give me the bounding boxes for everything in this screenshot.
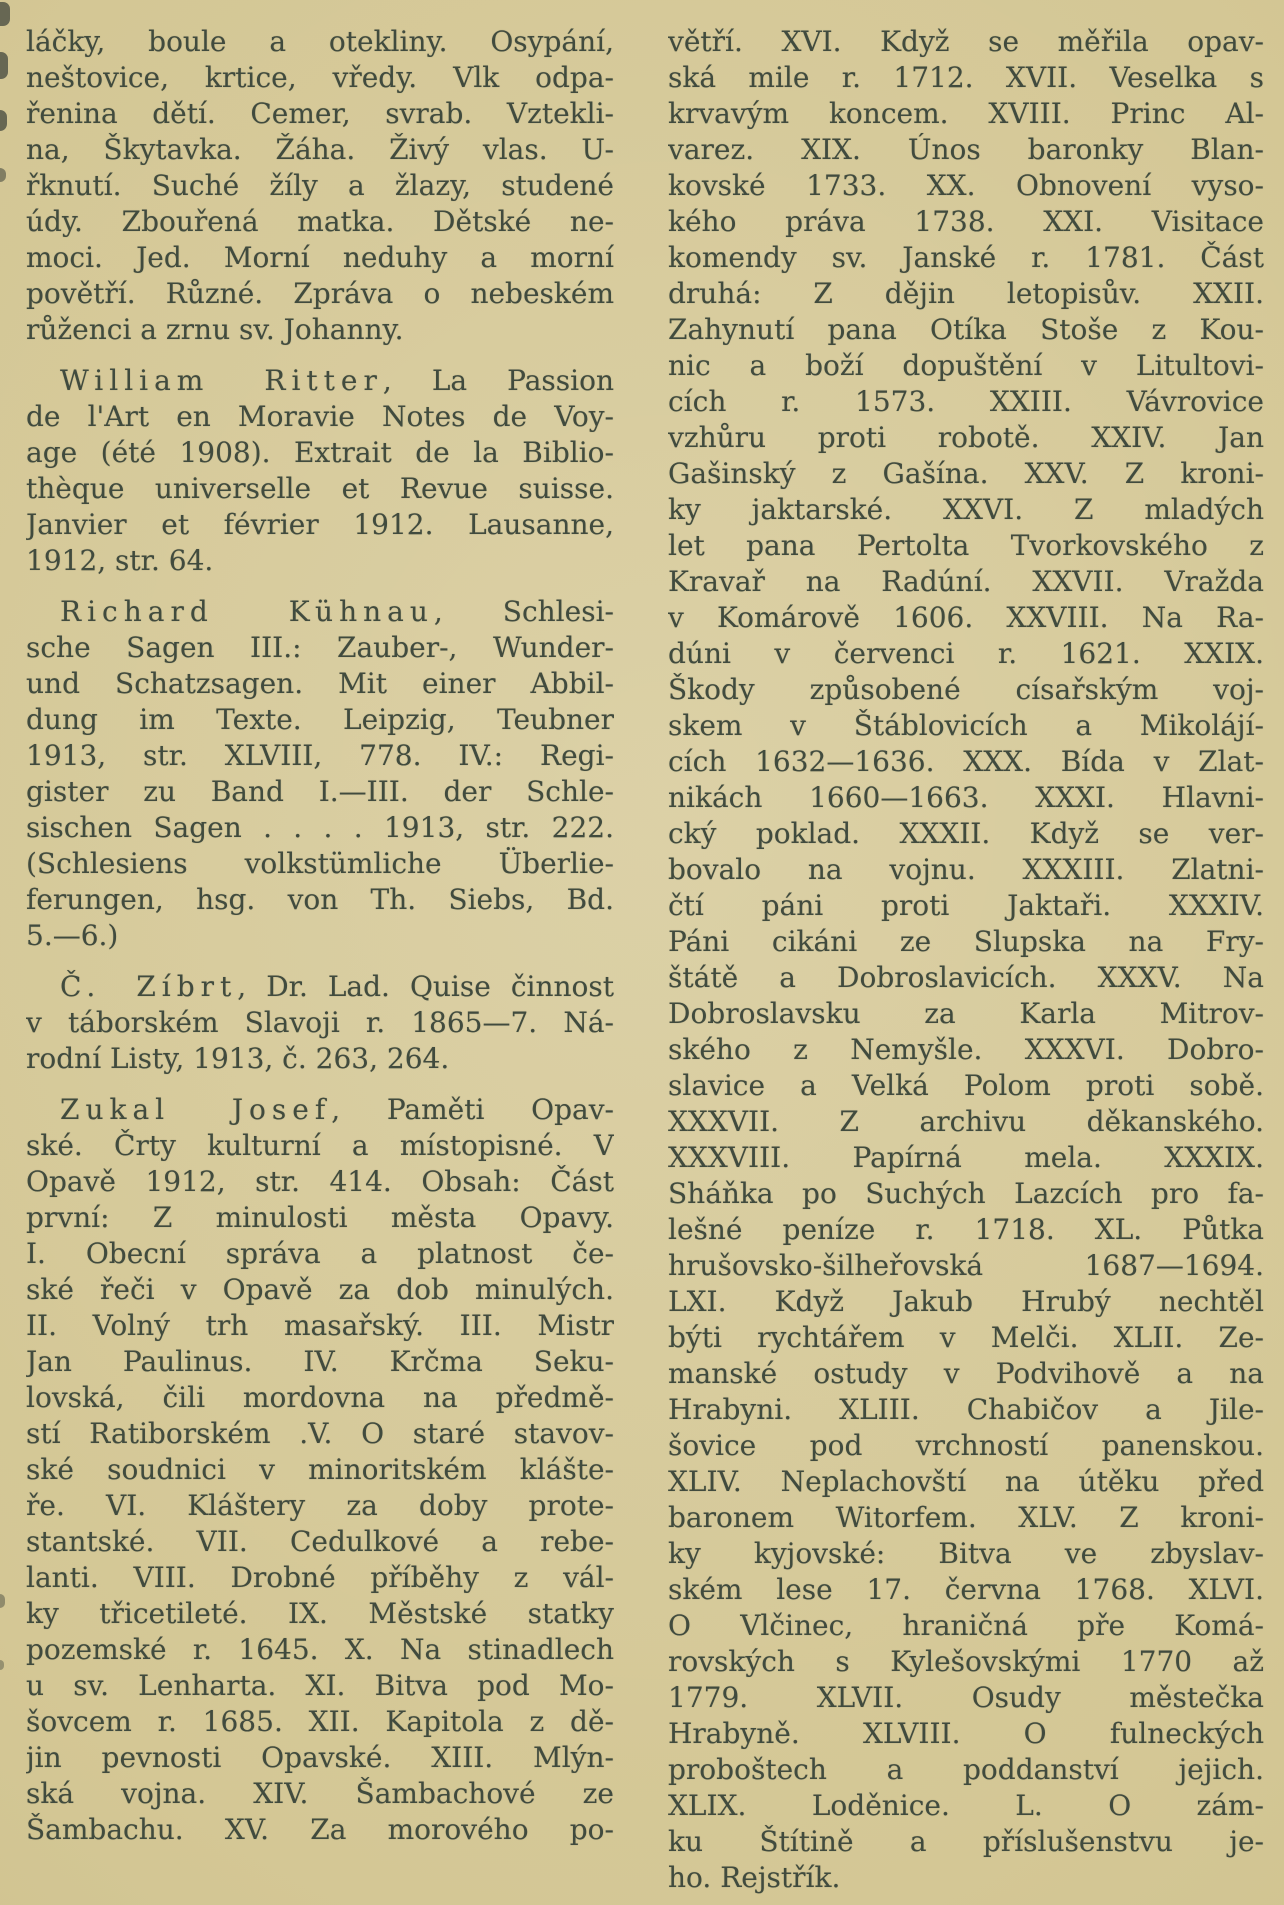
text-line: cký poklad. XXXII. Když se ver- — [668, 817, 1264, 850]
text-line: býti rychtářem v Melči. XLII. Ze- — [668, 1321, 1264, 1354]
text-line — [26, 594, 614, 630]
text-line: krvavým koncem. XVIII. Princ Al- — [668, 97, 1264, 130]
text-line: kovské 1733. XX. Obnovení vyso- — [668, 169, 1264, 202]
text-line: růženci a zrnu sv. Johanny. — [26, 313, 404, 346]
text-line: pozemské r. 1645. X. Na stinadlech — [26, 1633, 614, 1666]
text-line: O Vlčinec, hraničná pře Komá- — [668, 1609, 1264, 1642]
text-line: baronem Witorfem. XLV. Z kroni- — [668, 1501, 1264, 1534]
text-line: Kravař na Radúní. XXVII. Vražda — [668, 565, 1264, 598]
text-line: ky třicetileté. IX. Městské statky — [26, 1597, 614, 1630]
text-line: dung im Texte. Leipzig, Teubner — [26, 703, 614, 736]
text-line: ře. VI. Kláštery za doby prote- — [26, 1489, 614, 1522]
text-line: de l'Art en Moravie Notes de Voy- — [26, 400, 614, 433]
text-line: stí Ratiborském .V. O staré stavov- — [26, 1417, 614, 1450]
text-line: Sháňka po Suchých Lazcích pro fa- — [668, 1177, 1264, 1210]
text-line: thèque universelle et Revue suisse. — [26, 472, 614, 505]
text-line: Zahynutí pana Otíka Stoše z Kou- — [668, 313, 1264, 346]
text-line: ské soudnici v minoritském klášte- — [26, 1453, 614, 1486]
text-line: hrušovsko-šilheřovská 1687—1694. — [668, 1249, 1264, 1282]
text-line — [26, 1092, 614, 1128]
text-line — [26, 363, 614, 399]
text-line: v Komárově 1606. XXVIII. Na Ra- — [668, 601, 1264, 634]
text-line: ky kyjovské: Bitva ve zbyslav- — [668, 1537, 1264, 1570]
text-line: ského z Nemyšle. XXXVI. Dobro- — [668, 1033, 1264, 1066]
line-text: , Dr. Lad. Quise činnost — [237, 970, 614, 1003]
text-line: sche Sagen III.: Zauber-, Wunder- — [26, 631, 614, 664]
text-line: XLIV. Neplachovští na útěku před — [668, 1465, 1264, 1498]
text-line: und Schatzsagen. Mit einer Abbil- — [26, 667, 614, 700]
text-line: láčky, boule a otekliny. Osypání, — [26, 25, 614, 58]
text-line: Páni cikáni ze Slupska na Fry- — [668, 925, 1264, 958]
text-line: cích 1632—1636. XXX. Bída v Zlat- — [668, 745, 1264, 778]
text-line: Šambachu. XV. Za morového po- — [26, 1813, 614, 1846]
text-line: Hrabyni. XLIII. Chabičov a Jile- — [668, 1393, 1264, 1426]
text-line: první: Z minulosti města Opavy. — [26, 1201, 614, 1234]
text-line: Opavě 1912, str. 414. Obsah: Část — [26, 1165, 614, 1198]
text-line: Gašinský z Gašína. XXV. Z kroni- — [668, 457, 1264, 490]
text-line: gister zu Band I.—III. der Schle- — [26, 775, 614, 808]
text-line: neštovice, krtice, vředy. Vlk odpa- — [26, 61, 614, 94]
text-line: větří. XVI. Když se měřila opav- — [668, 25, 1264, 58]
text-line: řknutí. Suché žíly a žlazy, studené — [26, 169, 614, 202]
text-line: nikách 1660—1663. XXXI. Hlavni- — [668, 781, 1264, 814]
author-name: Zukal Josef — [60, 1093, 332, 1126]
text-line: ho. Rejstřík. — [668, 1861, 841, 1894]
text-line: povětří. Různé. Zpráva o nebeském — [26, 277, 614, 310]
text-line: nic a boží dopuštění v Litultovi- — [668, 349, 1264, 382]
text-line: skem v Štáblovicích a Mikolájí- — [668, 709, 1264, 742]
author-name: Richard Kühnau — [60, 595, 434, 628]
text-line: rovských s Kylešovskými 1770 až — [668, 1645, 1264, 1678]
author-name: Č. Zíbrt — [60, 970, 238, 1003]
text-line: varez. XIX. Únos baronky Blan- — [668, 133, 1264, 166]
text-line: age (été 1908). Extrait de la Biblio- — [26, 436, 614, 469]
text-line: ské. Črty kulturní a místopisné. V — [26, 1129, 614, 1162]
text-line: Janvier et février 1912. Lausanne, — [26, 508, 614, 541]
text-line: cích r. 1573. XXIII. Vávrovice — [668, 385, 1264, 418]
text-line: kého práva 1738. XXI. Visitace — [668, 205, 1264, 238]
right-column — [668, 24, 1264, 1896]
text-line: 1912, str. 64. — [26, 544, 214, 577]
left-column — [26, 24, 614, 1896]
text-line: (Schlesiens volkstümliche Überlie- — [26, 847, 614, 880]
text-line: II. Volný trh masařský. III. Mistr — [26, 1309, 614, 1342]
text-line: šovcem r. 1685. XII. Kapitola z dě- — [26, 1705, 614, 1738]
text-line: I. Obecní správa a platnost če- — [26, 1237, 614, 1270]
text-line: jin pevnosti Opavské. XIII. Mlýn- — [26, 1741, 614, 1774]
text-line: Hrabyně. XLVIII. O fulneckých — [668, 1717, 1264, 1750]
text-line: údy. Zbouřená matka. Dětské ne- — [26, 205, 614, 238]
text-line: lanti. VIII. Drobné příběhy z vál- — [26, 1561, 614, 1594]
author-name: William Ritter — [60, 364, 383, 397]
text-line: stantské. VII. Cedulkové a rebe- — [26, 1525, 614, 1558]
text-line: v táborském Slavoji r. 1865—7. Ná- — [26, 1006, 614, 1039]
text-line: Škody způsobené císařským voj- — [668, 673, 1264, 706]
text-line: let pana Pertolta Tvorkovského z — [668, 529, 1264, 562]
text-line: bovalo na vojnu. XXXIII. Zlatni- — [668, 853, 1264, 886]
text-line: čtí páni proti Jaktaři. XXXIV. — [668, 889, 1264, 922]
line-text: , Paměti Opav- — [331, 1093, 614, 1126]
line-text: , Schlesi- — [433, 595, 614, 628]
text-line: rodní Listy, 1913, č. 263, 264. — [26, 1042, 450, 1075]
text-line: dúni v červenci r. 1621. XXIX. — [668, 637, 1264, 670]
text-line: u sv. Lenharta. XI. Bitva pod Mo- — [26, 1669, 614, 1702]
text-line: štátě a Dobroslavicích. XXXV. Na — [668, 961, 1264, 994]
text-line: ském lese 17. června 1768. XLVI. — [668, 1573, 1264, 1606]
text-line: lešné peníze r. 1718. XL. Půtka — [668, 1213, 1264, 1246]
text-line: moci. Jed. Morní neduhy a morní — [26, 241, 614, 274]
text-line: na, Škytavka. Žáha. Živý vlas. U- — [26, 133, 614, 166]
text-line: LXI. Když Jakub Hrubý nechtěl — [668, 1285, 1264, 1318]
text-line: Dobroslavsku za Karla Mitrov- — [668, 997, 1264, 1030]
text-line: ky jaktarské. XXVI. Z mladých — [668, 493, 1264, 526]
text-line: Jan Paulinus. IV. Krčma Seku- — [26, 1345, 614, 1378]
text-line: 5.—6.) — [26, 919, 119, 952]
text-line — [26, 969, 614, 1005]
text-line: ská vojna. XIV. Šambachové ze — [26, 1777, 614, 1810]
text-line: XLIX. Loděnice. L. O zám- — [668, 1789, 1264, 1822]
text-line: lovská, čili mordovna na předmě- — [26, 1381, 614, 1414]
text-line: 1779. XLVII. Osudy městečka — [668, 1681, 1264, 1714]
text-line: ferungen, hsg. von Th. Siebs, Bd. — [26, 883, 614, 916]
text-line: slavice a Velká Polom proti sobě. — [668, 1069, 1264, 1102]
text-line: komendy sv. Janské r. 1781. Část — [668, 241, 1264, 274]
text-line: řenina dětí. Cemer, svrab. Vztekli- — [26, 97, 614, 130]
text-line: XXXVII. Z archivu děkanského. — [668, 1105, 1264, 1138]
text-line: proboštech a poddanství jejich. — [668, 1753, 1264, 1786]
text-line: druhá: Z dějin letopisův. XXII. — [668, 277, 1264, 310]
scan-artifact — [0, 2, 10, 26]
text-line: ské řeči v Opavě za dob minulých. — [26, 1273, 614, 1306]
text-line: XXXVIII. Papírná mela. XXXIX. — [668, 1141, 1264, 1174]
text-line: ská mile r. 1712. XVII. Veselka s — [668, 61, 1264, 94]
text-line: vzhůru proti robotě. XXIV. Jan — [668, 421, 1264, 454]
scan-artifact — [0, 52, 8, 79]
line-text: , La Passion — [382, 364, 614, 397]
text-line: šovice pod vrchností panenskou. — [668, 1429, 1264, 1462]
text-line: ku Štítině a příslušenstvu je- — [668, 1825, 1264, 1858]
text-line: sischen Sagen . . . . 1913, str. 222. — [26, 811, 614, 844]
text-line: 1913, str. XLVIII, 778. IV.: Regi- — [26, 739, 614, 772]
text-line: manské ostudy v Podvihově a na — [668, 1357, 1264, 1390]
